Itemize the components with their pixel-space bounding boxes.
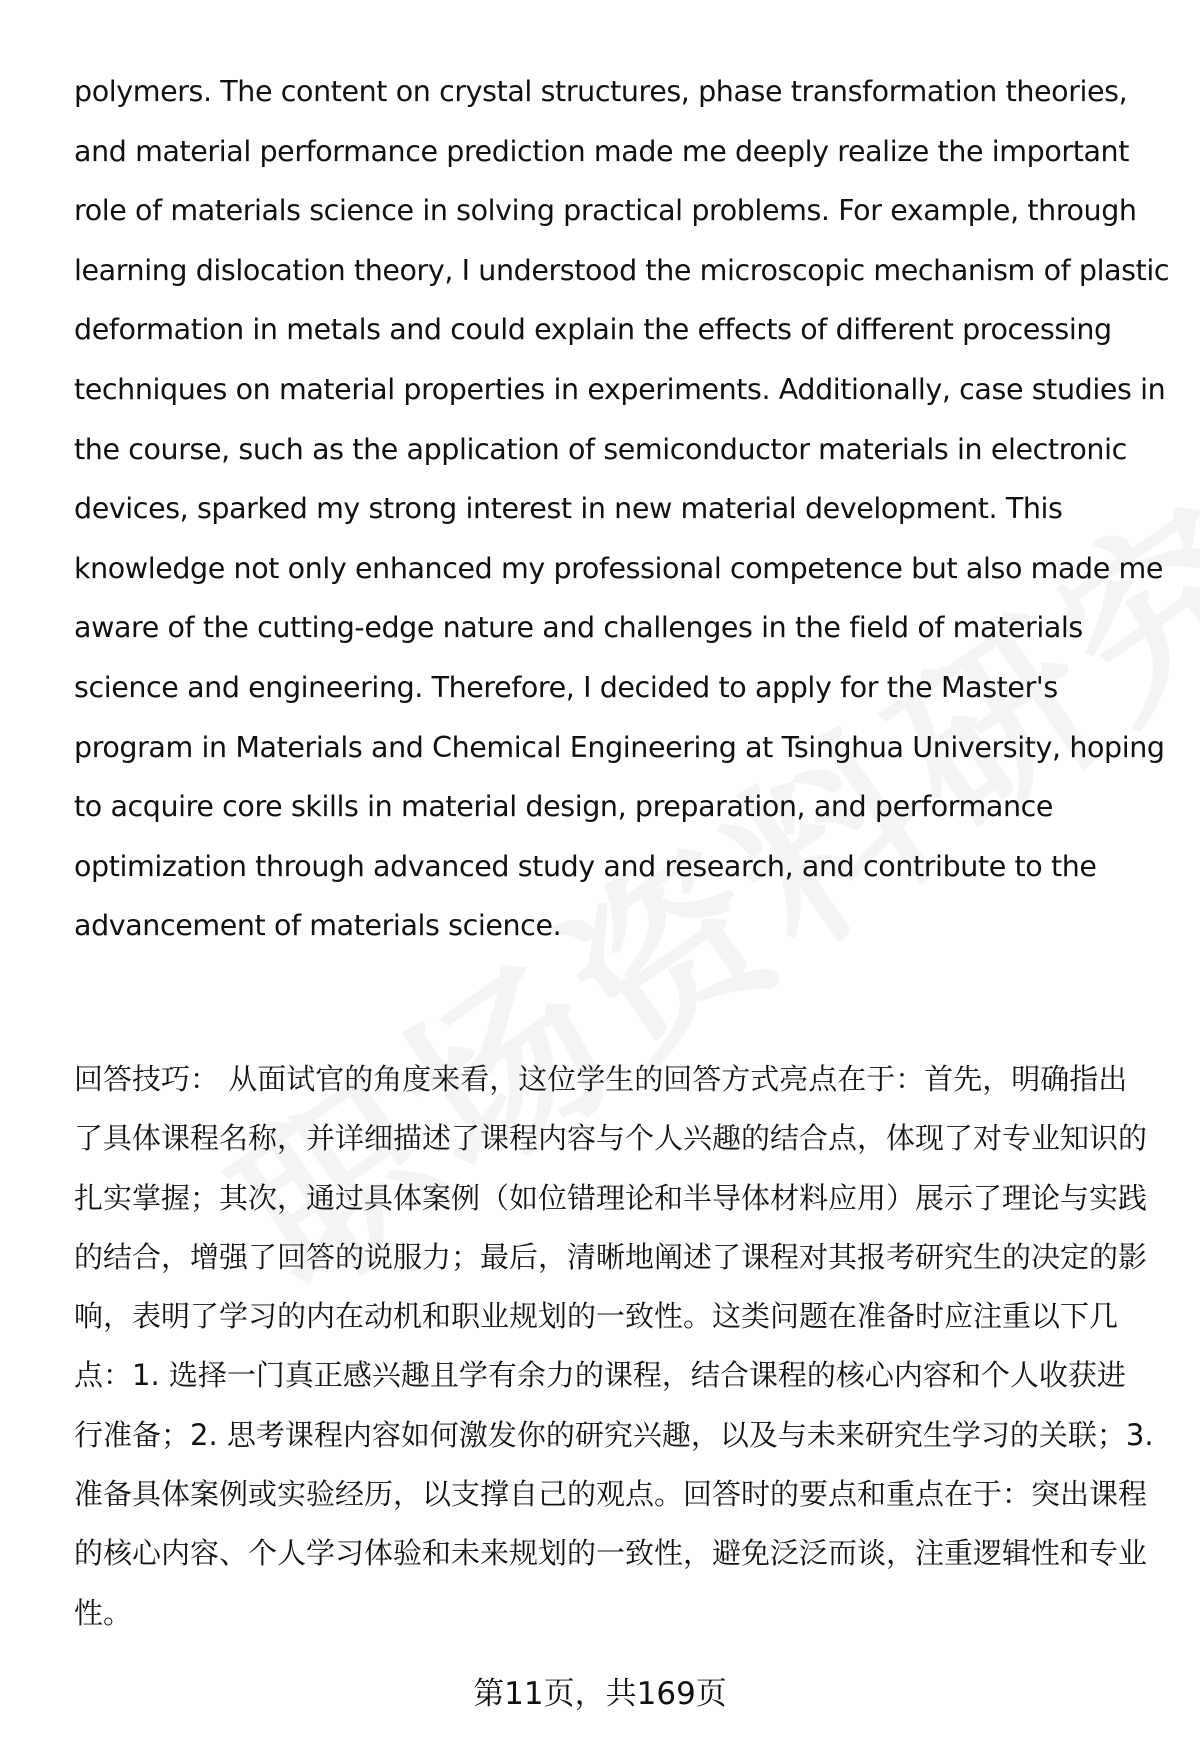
answer-paragraph: polymers. The content on crystal structures, phase transformation theories, and material performance prediction made me deeply realize the important role of materials science in solving practical problems. For example, through learning dislocation theory, I understood the microscopic mechanism of plastic deformation in metals and could explain the effects of different processing techniques on material properties in experiments. Additionally, case studies in the course, such as the application of semiconductor materials in electronic devices, sparked my strong interest in new material development. This knowledge not only enhanced my professional competence but also made me aware of the cutting-edge nature and challenges in the field of materials science and engineering. Therefore, I decided to apply for the Master's program in Materials and Chemical Engineering at Tsinghua University, hoping to acquire core skills in material design, preparation, and performance optimization through advanced study and research, and contribute to the advancement of materials science. xyxy=(74,75,1170,943)
page-number: 第11页，共169页 xyxy=(473,1676,727,1712)
answer-tips-paragraph: 回答技巧： 从面试官的角度来看，这位学生的回答方式亮点在于：首先，明确指出了具体课程名称，并详细描述了课程内容与个人兴趣的结合点，体现了对专业知识的扎实掌握；其次，通过具体案例（如位错理论和半导体材料应用）展示了理论与实践的结合，增强了回答的说服力；最后，清晰地阐述了课程对其报考研究生的决定的影响，表明了学习的内在动机和职业规划的一致性。这类问题在准备时应注重以下几点：1. 选择一门真正感兴趣且学有余力的课程，结合课程的核心内容和个人收获进行准备；2. 思考课程内容如何激发你的研究兴趣，以及与未来研究生学习的关联；3. 准备具体案例或实验经历，以支撑自己的观点。回答时的要点和重点在于：突出课程的核心内容、个人学习体验和未来规划的一致性，避免泛泛而谈，注重逻辑性和专业性。 xyxy=(74,1062,1154,1630)
